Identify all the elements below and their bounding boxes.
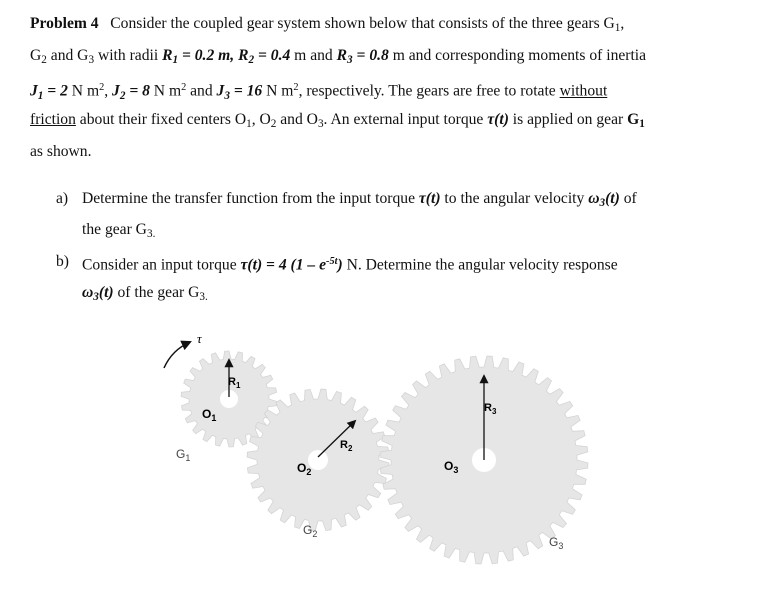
part-b-line-1: Consider an input torque τ(t) = 4 $(1 - e^{-5t})$ N. Determine the angular velocity response	[82, 256, 618, 274]
part-b-line-2: $\omega_3(t)$ of the gear $G_{3.}$	[82, 284, 208, 304]
g3-label: $G_3$	[549, 535, 564, 551]
o1-label: $O_1$	[202, 407, 217, 423]
r1-label: $R_1$	[228, 376, 241, 390]
problem-label: Problem 4	[30, 15, 99, 32]
torque-arrow	[164, 342, 190, 368]
part-a-line-1: Determine the transfer function from the input torque τ(t) to the angular velocity $\omega_3(t)$ of	[82, 190, 637, 210]
problem-line-1: Problem 4 Consider the coupled gear system shown below that consists of the three gears $G_1$,	[30, 15, 625, 35]
problem-line-4: friction about their fixed centers $O_1$, $O_2$ and $O_3$. An external input torque τ(t) is applied on gear $G_1$	[30, 111, 645, 131]
problem-line-3: $J_1 = 2$ N $m^2$, $J_2 = 8$ N $m^2$ and $J_3 = 16$ N $m^2$, respectively. The gears are free to rotate without	[30, 82, 608, 102]
gears	[181, 351, 588, 564]
tau-label: τ	[197, 331, 202, 346]
problem-line-5: as shown.	[30, 143, 92, 160]
o2-label: $O_2$	[297, 461, 312, 477]
gear-g2	[247, 389, 389, 531]
g2-label: $G_2$	[303, 523, 318, 539]
r3-label: $R_3$	[484, 402, 497, 416]
g1-label: $G_1$	[176, 447, 191, 463]
problem-line-2: $G_2$ and $G_3$ with radii $R_1 = 0.2$ m, $R_2 = 0.4$ m and $R_3 = 0.8$ m and corresponding moments of inertia	[30, 47, 647, 67]
part-a-label: a)	[56, 190, 69, 207]
part-a-line-2: the gear $G_{3.}$	[82, 221, 156, 241]
part-b-label: b)	[56, 253, 69, 270]
o3-label: $O_3$	[444, 459, 459, 475]
r2-label: $R_2$	[340, 439, 353, 453]
